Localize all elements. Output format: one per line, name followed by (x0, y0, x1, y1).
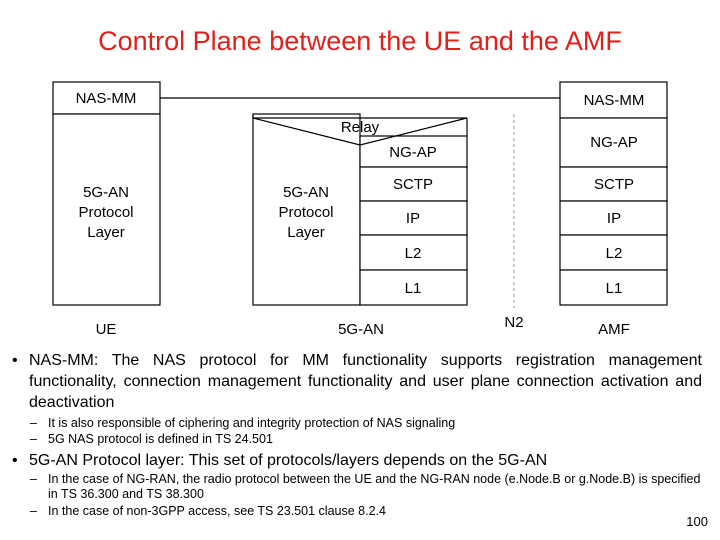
n2-interface-label: N2 (504, 314, 524, 331)
bullet-item (12, 350, 702, 413)
sub-bullet-symbol: – (30, 432, 37, 446)
an-protocol-layer-line1: 5G-AN (283, 184, 329, 201)
an-node-label: 5G-AN (338, 321, 384, 338)
ue-node-label: UE (95, 321, 117, 338)
amf-l2-label: L2 (605, 245, 623, 262)
sub-bullet-text: It is also responsible of ciphering and integrity protection of NAS signaling (48, 416, 456, 430)
bullet-text: NAS-MM: The NAS protocol for MM functionality supports registration management functionality, connection management functionality and user plane connection activation and deactivation (29, 352, 702, 411)
bullet-symbol: • (12, 452, 18, 469)
amf-ip-label: IP (606, 210, 622, 227)
bullet-item (12, 450, 702, 471)
amf-node-label: AMF (598, 321, 630, 338)
an-protocol-layer-line2: Protocol (278, 204, 334, 221)
sub-bullet-symbol: – (30, 504, 37, 518)
amf-nas-mm-label: NAS-MM (583, 92, 645, 109)
an-relay-label: Relay (340, 119, 380, 136)
ue-nas-mm-label: NAS-MM (75, 90, 137, 107)
sub-bullet-symbol: – (30, 472, 37, 486)
an-l2-label: L2 (404, 245, 422, 262)
slide-title: Control Plane between the UE and the AMF (98, 26, 622, 56)
sub-bullet-item (30, 504, 702, 519)
page-number: 100 (686, 514, 708, 529)
amf-sctp-label: SCTP (593, 176, 635, 193)
an-ng-ap-label: NG-AP (389, 144, 437, 161)
sub-bullet-text: In the case of non-3GPP access, see TS 23.501 clause 8.2.4 (48, 504, 386, 518)
an-protocol-layer-line3: Layer (287, 224, 325, 241)
sub-bullet-text: 5G NAS protocol is defined in TS 24.501 (48, 432, 273, 446)
an-sctp-label: SCTP (392, 176, 434, 193)
amf-ng-ap-label: NG-AP (590, 134, 638, 151)
sub-bullet-item (30, 472, 702, 502)
bullet-text: 5G-AN Protocol layer: This set of protocols/layers depends on the 5G-AN (29, 452, 548, 469)
sub-bullet-item (30, 416, 702, 431)
ue-protocol-layer-line2: Protocol (78, 204, 134, 221)
sub-bullet-item (30, 432, 702, 447)
sub-bullet-text: In the case of NG-RAN, the radio protocol between the UE and the NG-RAN node (e.Node.B or g.Node.B) is specified in TS 36.300 and TS 38.300 (48, 472, 701, 501)
an-ip-label: IP (405, 210, 421, 227)
amf-l1-label: L1 (605, 280, 623, 297)
ue-protocol-layer-line1: 5G-AN (83, 184, 129, 201)
bullet-symbol: • (12, 352, 18, 369)
an-l1-label: L1 (404, 280, 422, 297)
sub-bullet-symbol: – (30, 416, 37, 430)
ue-protocol-layer-line3: Layer (87, 224, 125, 241)
